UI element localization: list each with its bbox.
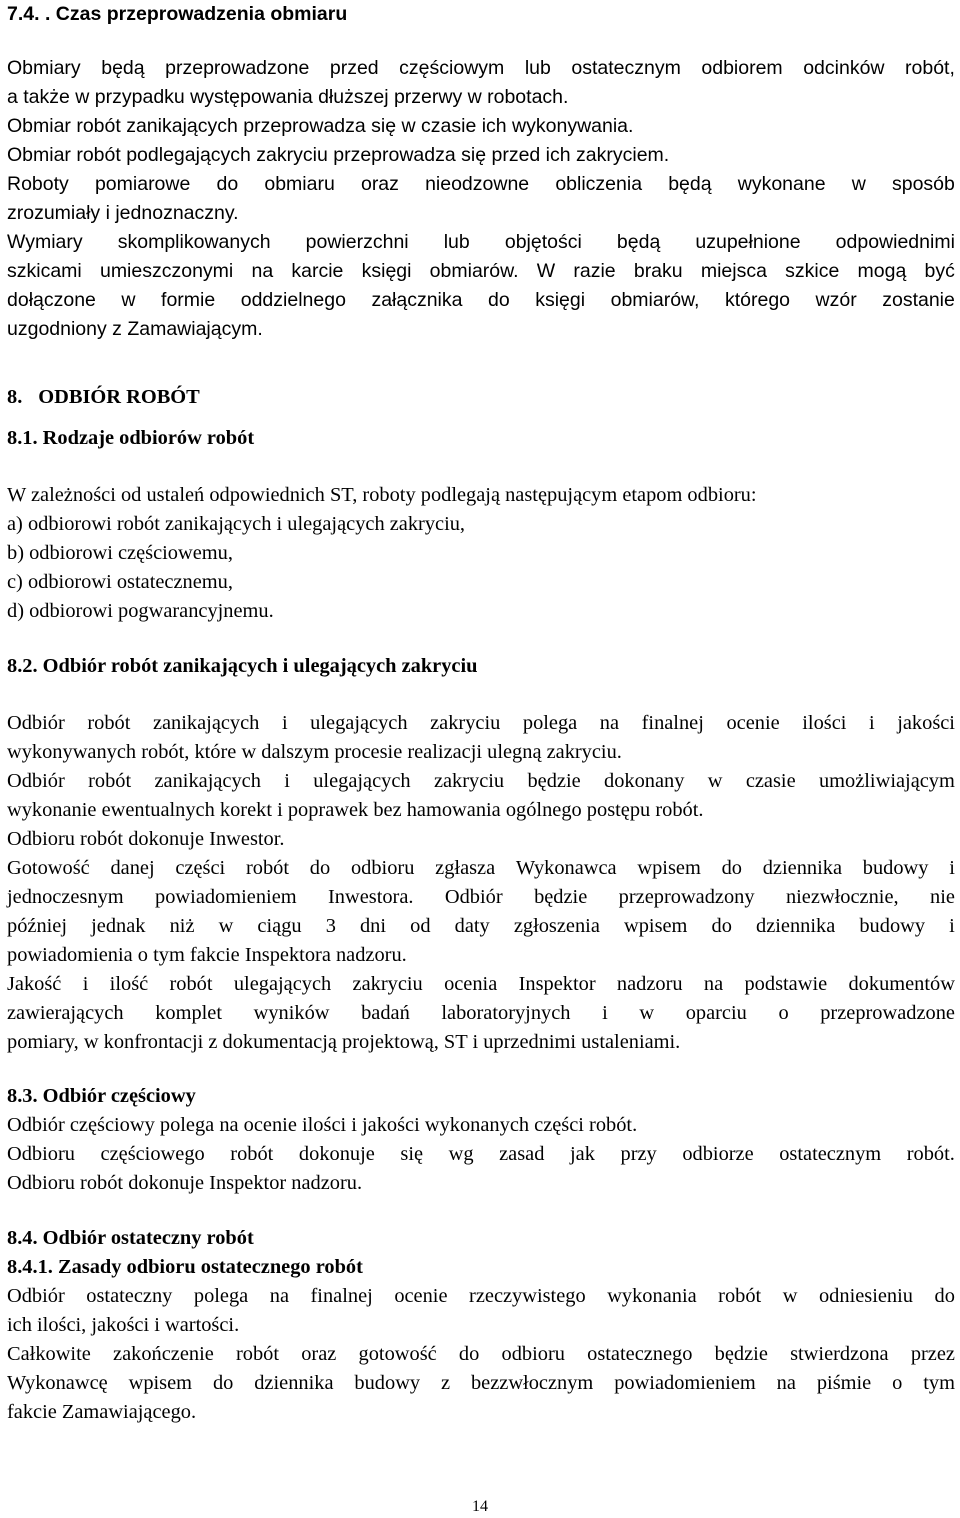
paragraph-line [7,228,955,257]
word: robót [169,973,213,995]
word: odbiorze [682,1143,754,1165]
word: finalnej [310,1285,373,1307]
word: będzie [527,770,581,792]
word: częściowym [399,57,505,79]
word: umieszczonymi [99,260,234,282]
word: obmiarów. [429,260,519,282]
paragraph-line [7,1340,955,1369]
word: Gotowość [7,857,90,879]
word: będzie [714,1343,768,1365]
word: wpisem [637,857,701,879]
word: na [703,973,724,995]
word: Odbioru [7,1143,75,1165]
word: z [441,1372,451,1394]
word: badań [361,1002,410,1024]
paragraph-line [7,709,955,738]
paragraph-line: ich ilości, jakości i wartości. [7,1314,240,1336]
word: robót [235,1343,280,1365]
word: ulegających [313,770,411,792]
word: odbioru [350,857,415,879]
paragraph-line: Obmiar robót zanikających przeprowadza się w czasie ich wykonywania. [7,115,634,137]
word: ostatecznym [571,57,681,79]
word: zakryciu [352,973,423,995]
word: oddzielnego [240,289,346,311]
word: ocenie [726,712,780,734]
word: do [488,289,510,311]
word: do [458,1343,480,1365]
word: jakości [897,712,955,734]
word: i [949,915,955,937]
word: w [851,173,866,195]
word: będą [616,231,661,253]
word: księgi [361,260,412,282]
section-8-2-heading: 8.2. Odbiór robót zanikających i ulegających zakryciu [7,655,478,677]
paragraph-line: wykonanie ewentualnych korekt i poprawek bez hamowania ogólnego postępu robót. [7,799,704,821]
word: Obmiary [7,57,81,79]
word: Wykonawcę [7,1372,108,1394]
word: nieodzowne [425,173,530,195]
paragraph-line: fakcie Zamawiającego. [7,1401,197,1423]
word: o [778,1002,789,1024]
word: przy [620,1143,657,1165]
paragraph-line [7,854,955,883]
word: ulegających [310,712,408,734]
word: przeprowadzone [165,57,310,79]
word: Inspektor [518,973,596,995]
paragraph-line [7,1140,955,1169]
paragraph-line: Odbiór częściowy polega na ocenie ilości i jakości wykonanych części robót. [7,1114,638,1136]
word: skomplikowanych [117,231,271,253]
paragraph-line [7,54,955,83]
word: dokonany [604,770,685,792]
word: i [281,712,288,734]
word: Roboty [7,173,69,195]
word: Wymiary [7,231,83,253]
word: odbioru [501,1343,565,1365]
word: księgi [535,289,586,311]
word: niezwłocznie, [785,886,899,908]
word: przed [329,57,379,79]
word: mogą [857,260,907,282]
word: wykonane [737,173,826,195]
word: którego [724,289,791,311]
paragraph-line: wykonywanych robót, które w dalszym procesie realizacji ulegną zakryciu. [7,741,622,763]
word: Odbiór [7,712,65,734]
word: Całkowite [7,1343,91,1365]
word: będzie [534,886,588,908]
paragraph-line [7,170,955,199]
word: dziennika [756,915,836,937]
paragraph-line: pomiary, w konfrontacji z dokumentacją projektową, ST i uprzednimi ustaleniami. [7,1031,681,1053]
word: na [599,712,620,734]
word: o [892,1372,903,1394]
word: zanikających [154,770,261,792]
word: na [776,1372,796,1394]
word: robót, [905,57,955,79]
word: Odbiór [7,770,65,792]
word: sposób [891,173,955,195]
word: robót [230,1143,274,1165]
word: robót [88,770,132,792]
word: Wykonawca [515,857,617,879]
word: obmiarów, [610,289,700,311]
word: i [82,973,89,995]
word: będą [101,57,145,79]
word: ostateczny [86,1285,173,1307]
word: braku [633,260,683,282]
word: polega [193,1285,249,1307]
word: dokonuje [298,1143,375,1165]
word: odcinków [803,57,885,79]
word: i [602,1002,608,1024]
word: umożliwiającym [818,770,955,792]
word: dni [359,915,387,937]
paragraph-line [7,970,955,999]
word: w [639,1002,655,1024]
word: 3 [325,915,336,937]
list-item: d) odbiorowi pogwarancyjnemu. [7,600,274,622]
word: dokumentów [848,973,955,995]
word: wykonania [607,1285,697,1307]
paragraph-line [7,912,955,941]
word: wpisem [128,1372,193,1394]
word: szkicami [7,260,82,282]
word: ocenia [444,973,498,995]
word: objętości [504,231,582,253]
section-8-title: ODBIÓR ROBÓT [38,386,200,408]
word: gotowość [358,1343,437,1365]
word: do [934,1285,955,1307]
section-8-heading [7,383,200,412]
paragraph-line [7,883,955,912]
word: zgłasza [435,857,496,879]
word: powiadomieniem [155,886,297,908]
word: będą [668,173,712,195]
word: lub [443,231,470,253]
word: dołączone [7,289,96,311]
word: robót [245,857,290,879]
paragraph-line: Odbioru robót dokonuje Inwestor. [7,828,285,850]
word: do [216,173,239,195]
word: Odbiór [444,886,503,908]
word: uzupełnione [695,231,801,253]
word: do [711,915,732,937]
word: i [284,770,290,792]
paragraph-line [7,257,955,286]
word: stwierdzona [790,1343,889,1365]
word: budowy [862,857,929,879]
word: załącznika [371,289,463,311]
word: Jakość [7,973,62,995]
word: robót [718,1285,762,1307]
word: ilość [109,973,149,995]
word: danej [110,857,155,879]
paragraph-line: uzgodniony z Zamawiającym. [7,318,263,340]
word: oraz [360,173,399,195]
word: Inwestora. [328,886,414,908]
word: dziennika [762,857,842,879]
word: wpisem [623,915,688,937]
list-item: c) odbiorowi ostatecznemu, [7,571,233,593]
word: ostatecznego [587,1343,693,1365]
word: odpowiednimi [835,231,955,253]
word: razie [573,260,616,282]
word: obliczenia [555,173,643,195]
paragraph-line [7,1282,955,1311]
word: w [782,1285,798,1307]
word: w [218,915,234,937]
word: zgłoszenia [513,915,600,937]
word: oparciu [685,1002,747,1024]
word: polega [522,712,578,734]
word: zakryciu [433,770,505,792]
word: odniesieniu [818,1285,913,1307]
word: zasad [499,1143,545,1165]
word: zanikających [152,712,260,734]
word: jednak [91,915,146,937]
word: podstawie [744,973,828,995]
word: piśmie [816,1372,872,1394]
word: laboratoryjnych [441,1002,571,1024]
word: dziennika [254,1372,334,1394]
paragraph-line [7,286,955,315]
word: ulegających [233,973,332,995]
word: w [707,770,723,792]
section-8-1-heading: 8.1. Rodzaje odbiorów robót [7,427,255,449]
word: części [175,857,226,879]
word: przeprowadzony [618,886,755,908]
word: przeprowadzone [820,1002,955,1024]
word: się [400,1143,424,1165]
word: na [251,260,274,282]
word: wyników [253,1002,330,1024]
word: jednoczesnym [7,886,124,908]
word: W [536,260,556,282]
page-number: 14 [472,1498,488,1515]
word: bezzwłocznym [470,1372,594,1394]
section-8-number: 8. [7,386,23,408]
word: tym [923,1372,955,1394]
word: zostanie [882,289,955,311]
paragraph-line: Odbioru robót dokonuje Inspektor nadzoru. [7,1172,363,1194]
word: od [410,915,431,937]
word: wg [448,1143,474,1165]
word: budowy [354,1372,421,1394]
paragraph-line: W zależności od ustaleń odpowiednich ST, roboty podlegają następującym etapom odbioru: [7,484,757,506]
word: robót. [906,1143,955,1165]
word: ilości [802,712,847,734]
word: rzeczywistego [469,1285,586,1307]
word: zakończenie [113,1343,214,1365]
word: robót [87,712,131,734]
word: Odbiór [7,1285,65,1307]
word: zawierających [7,1002,124,1024]
section-8-4-1-heading: 8.4.1. Zasady odbioru ostatecznego robót [7,1256,363,1278]
paragraph-line: zrozumiały i jednoznaczny. [7,202,239,224]
word: czasie [745,770,796,792]
paragraph-line [7,1369,955,1398]
word: niż [169,915,195,937]
section-8-4-heading: 8.4. Odbiór ostateczny robót [7,1227,254,1249]
word: do [309,857,331,879]
list-item: a) odbiorowi robót zanikających i ulegających zakryciu, [7,513,466,535]
word: nadzoru [616,973,683,995]
paragraph-line: Obmiar robót podlegających zakryciu przeprowadza się przed ich zakryciem. [7,144,670,166]
word: i [868,712,875,734]
word: ocenie [394,1285,448,1307]
word: nie [930,886,955,908]
word: do [212,1372,234,1394]
word: częściowego [100,1143,205,1165]
word: lub [524,57,551,79]
word: i [949,857,955,879]
word: w [121,289,136,311]
word: pomiarowe [94,173,191,195]
word: komplet [155,1002,223,1024]
word: oraz [301,1343,337,1365]
word: formie [161,289,216,311]
word: finalnej [641,712,704,734]
paragraph-line [7,999,955,1028]
word: obmiaru [264,173,335,195]
word: być [924,260,955,282]
paragraph-line: powiadomienia o tym fakcie Inspektora nadzoru. [7,944,407,966]
section-7-4-heading: 7.4. . Czas przeprowadzenia obmiaru [7,3,348,25]
word: szkice [785,260,840,282]
word: ostatecznym [779,1143,882,1165]
word: karcie [291,260,344,282]
word: do [721,857,742,879]
word: jak [570,1143,595,1165]
word: budowy [859,915,926,937]
word: zakryciu [430,712,501,734]
word: wzór [815,289,857,311]
word: daty [454,915,490,937]
word: powiadomieniem [614,1372,756,1394]
word: później [7,915,68,937]
section-8-3-heading: 8.3. Odbiór częściowy [7,1085,196,1107]
word: powierzchni [305,231,409,253]
word: miejsca [700,260,767,282]
paragraph-line: a także w przypadku występowania dłuższej przerwy w robotach. [7,86,569,108]
paragraph-line [7,767,955,796]
word: na [269,1285,289,1307]
word: przez [910,1343,955,1365]
word: ciągu [257,915,302,937]
list-item: b) odbiorowi częściowemu, [7,542,233,564]
word: odbiorem [701,57,783,79]
